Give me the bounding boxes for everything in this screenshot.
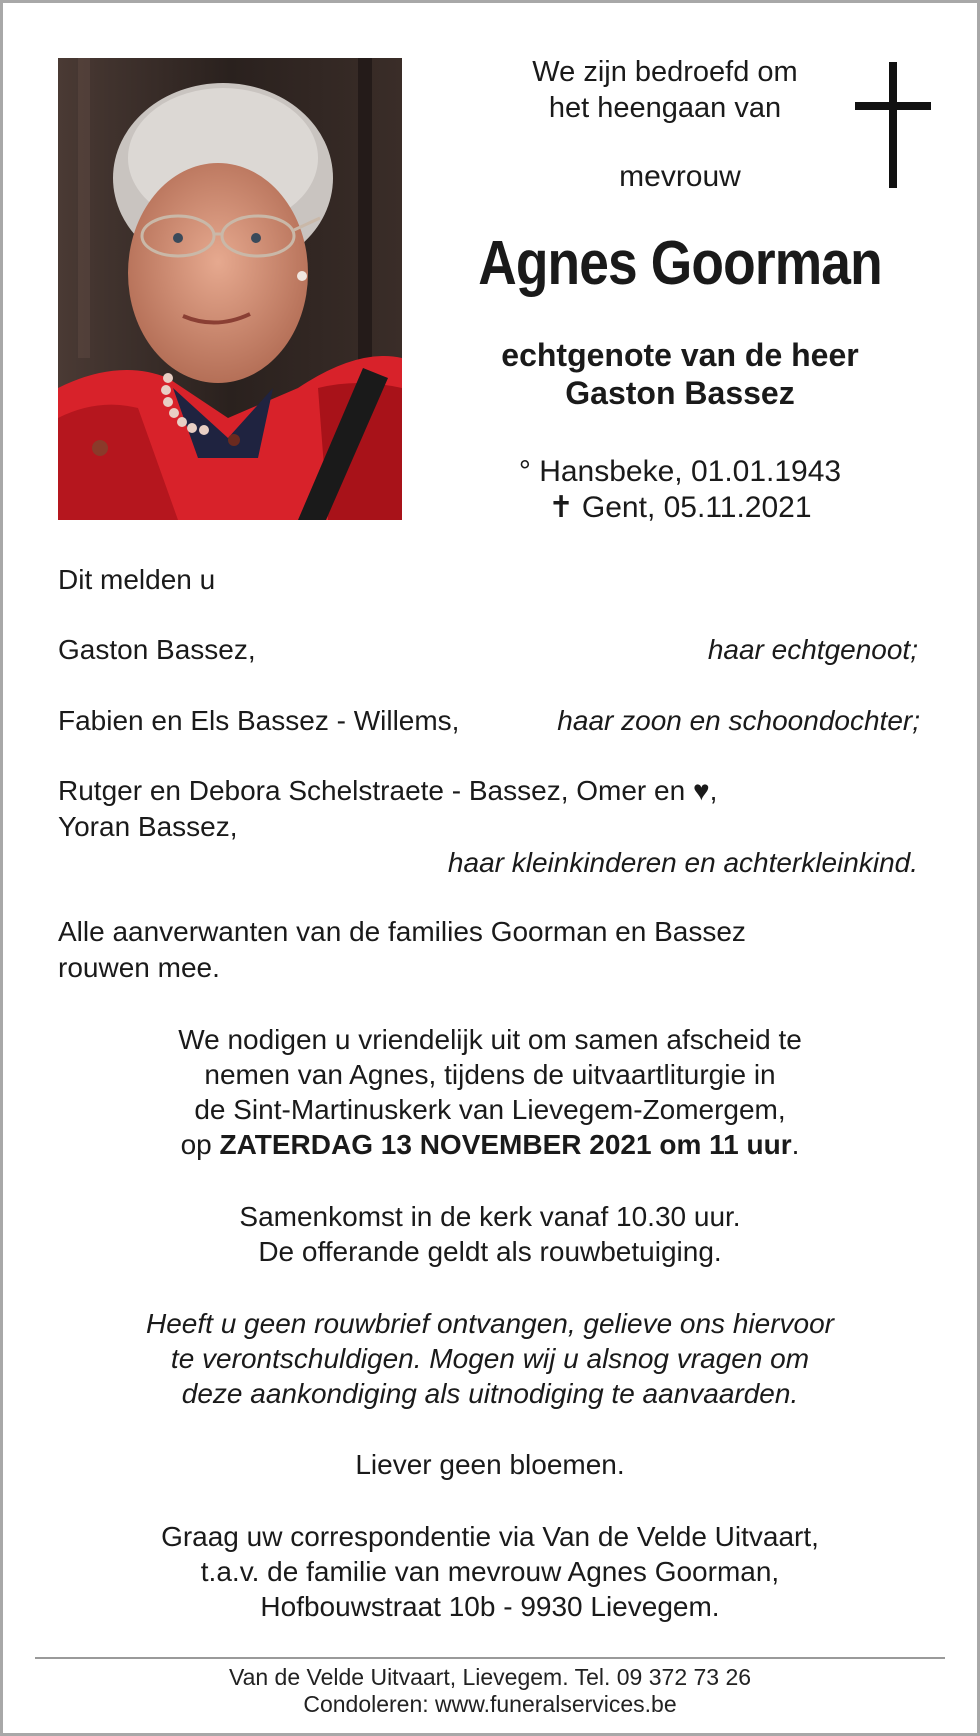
announcement-opening: Dit melden u [58,564,216,595]
spouse-line-2: Gaston Bassez [565,375,795,411]
notice-text [40,1306,940,1411]
honorific: mevrouw [619,160,741,193]
ceremony-invitation [40,1022,940,1162]
no-flowers-note: Liever geen bloemen. [355,1449,625,1480]
correspondence-info [40,1519,940,1624]
death-date: ✝ Gent, 05.11.2021 [548,491,812,524]
family-member-names: Fabien en Els Bassez - Willems, [58,705,460,736]
portrait-photo [58,58,402,520]
spouse-info [430,336,930,412]
family-member-relation: haar kleinkinderen en achterkleinkind. [447,847,918,878]
ceremony-date-prefix: op [180,1129,220,1160]
birth-date: ° Hansbeke, 01.01.1943 [518,455,842,488]
correspondence-line-2: t.a.v. de familie van mevrouw Agnes Goorman, [200,1556,780,1587]
intro-line-1: We zijn bedroefd om [532,56,798,88]
intro-line-2: het heengaan van [548,92,782,124]
relatives-line-1: Alle aanverwanten van de families Goorman en Bassez [58,916,746,947]
family-member-names: Yoran Bassez, [58,811,238,842]
gathering-line-2: De offerande geldt als rouwbetuiging. [258,1236,722,1267]
footer [40,1664,940,1718]
family-member-relation: haar echtgenoot; [707,634,918,665]
family-member-names: Rutger en Debora Schelstraete - Bassez, Omer en ♥, [58,775,718,806]
ceremony-date-suffix: . [791,1129,800,1160]
correspondence-line-3: Hofbouwstraat 10b - 9930 Lievegem. [260,1591,720,1622]
notice-line-2: te verontschuldigen. Mogen wij u alsnog vragen om [170,1343,810,1374]
condolence-link[interactable]: Condoleren: www.funeralservices.be [303,1691,677,1717]
funeral-home-contact: Van de Velde Uitvaart, Lievegem. Tel. 09 372 73 26 [228,1664,752,1690]
notice-line-3: deze aankondiging als uitnodiging te aanvaarden. [181,1378,799,1409]
ceremony-date: ZATERDAG 13 NOVEMBER 2021 om 11 uur [219,1129,792,1160]
spouse-line-1: echtgenote van de heer [501,337,859,373]
ceremony-line-2: nemen van Agnes, tijdens de uitvaartliturgie in [204,1059,776,1090]
family-member-names: Gaston Bassez, [58,634,256,665]
notice-line-1: Heeft u geen rouwbrief ontvangen, gelieve ons hiervoor [146,1308,834,1339]
life-dates [430,454,930,526]
gathering-line-1: Samenkomst in de kerk vanaf 10.30 uur. [239,1201,741,1232]
ceremony-line-3: de Sint-Martinuskerk van Lievegem-Zomergem, [194,1094,786,1125]
relatives-line-2: rouwen mee. [58,952,220,983]
intro-text [425,54,905,126]
footer-divider [35,1657,945,1659]
gathering-info [40,1199,940,1269]
ceremony-date-line [40,1127,940,1162]
ceremony-line-1: We nodigen u vriendelijk uit om samen afscheid te [178,1024,802,1055]
family-member-relation: haar zoon en schoondochter; [557,705,920,736]
correspondence-line-1: Graag uw correspondentie via Van de Velde Uitvaart, [161,1521,819,1552]
deceased-name: Agnes Goorman [478,229,882,298]
